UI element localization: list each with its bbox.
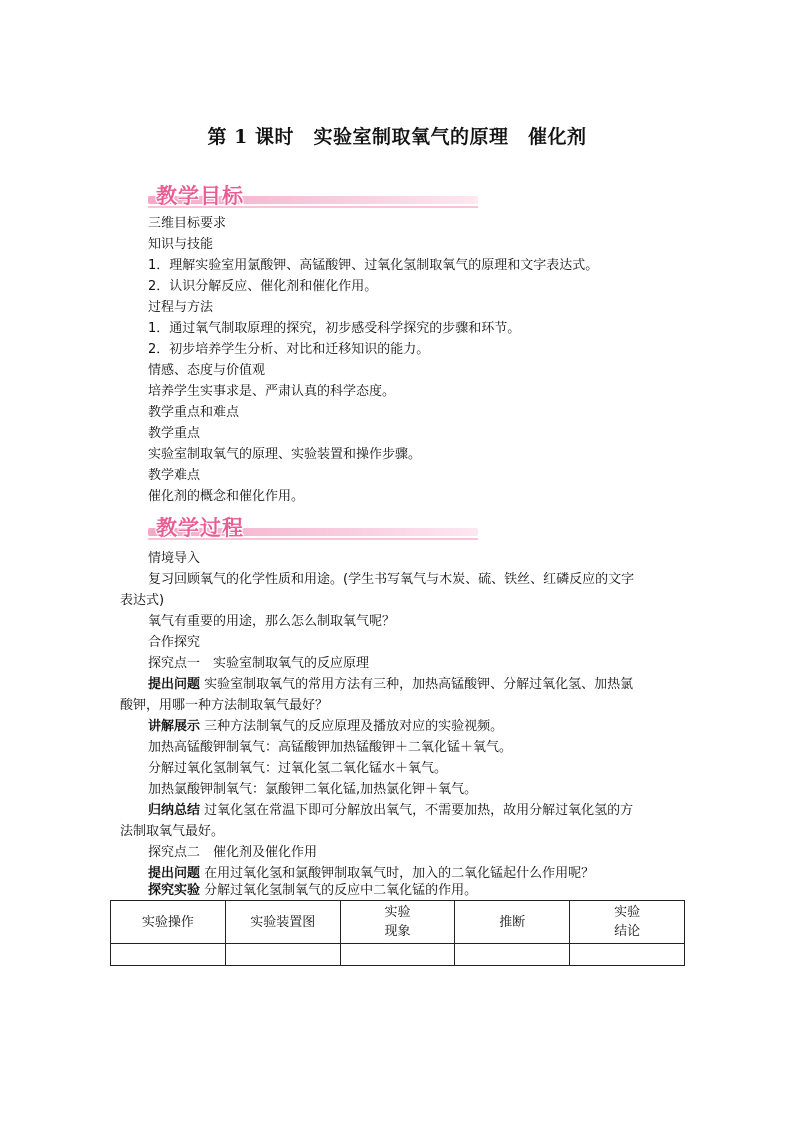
header-line: 推断 <box>499 914 526 930</box>
question-text: 氧气有重要的用途，那么怎么制取氧气呢？ <box>148 614 396 629</box>
point1-heading: 探究点一 实验室制取氧气的反应原理 <box>148 656 370 671</box>
banner-label: 教学目标 <box>156 184 244 208</box>
explain-label: 讲解展示 <box>148 719 201 734</box>
header-line: 现象 <box>384 924 411 939</box>
experiment-label: 探究实验 <box>148 883 201 898</box>
summary-text: 过氧化氢在常温下即可分解放出氧气，不需要加热，故用分解过氧化氢的方 <box>204 803 634 818</box>
objectives-line: 教学重点和难点 <box>148 405 240 420</box>
objectives-line: 催化剂的概念和催化作用。 <box>148 489 305 504</box>
summary-label: 归纳总结 <box>148 803 201 818</box>
table-row <box>111 944 685 966</box>
intro-heading: 情境导入 <box>148 551 201 566</box>
reaction-kmno4: 加热高锰酸钾制氧气：高锰酸钾加热锰酸钾＋二氧化锰＋氧气。 <box>148 740 513 755</box>
header-line: 结论 <box>614 924 641 939</box>
pose-label: 提出问题 <box>148 866 201 881</box>
table-cell <box>570 944 685 966</box>
summary <box>148 801 633 821</box>
experiment-text: 分解过氧化氢制氧气的反应中二氧化锰的作用。 <box>204 883 478 898</box>
table-header-cell <box>340 901 455 944</box>
table-header-cell <box>111 901 226 944</box>
review-text: 复习回顾氧气的化学性质和用途。(学生书写氧气与木炭、硫、铁丝、红磷反应的文字 <box>148 572 635 587</box>
table-cell <box>225 944 340 966</box>
reaction-kclo3: 加热氯酸钾制氧气：氯酸钾二氧化锰,加热氯化钾＋氧气。 <box>148 782 478 797</box>
objectives-line: 1．理解实验室用氯酸钾、高锰酸钾、过氧化氢制取氧气的原理和文字表达式。 <box>148 258 599 273</box>
explain-text: 三种方法制氧气的反应原理及播放对应的实验视频。 <box>204 719 504 734</box>
pose-question-1-cont: 酸钾，用哪一种方法制取氧气最好？ <box>120 698 329 713</box>
objectives-line: 教学重点 <box>148 426 201 441</box>
coop-heading: 合作探究 <box>148 635 201 650</box>
explore-experiment <box>148 881 477 901</box>
table-cell <box>111 944 226 966</box>
section-banner-process <box>148 512 478 544</box>
explain-show <box>148 717 503 737</box>
objectives-line: 实验室制取氧气的原理、实验装置和操作步骤。 <box>148 447 422 462</box>
header-line: 实验装置图 <box>250 914 316 930</box>
table-header-row <box>111 901 685 944</box>
review-text-cont: 表达式) <box>120 593 165 608</box>
objectives-line: 培养学生实事求是、严肃认真的科学态度。 <box>148 384 396 399</box>
experiment-table <box>110 900 685 966</box>
table-header-cell <box>570 901 685 944</box>
objectives-line: 2．认识分解反应、催化剂和催化作用。 <box>148 279 378 294</box>
pose-question-1 <box>148 675 633 695</box>
header-line: 实验操作 <box>141 914 194 930</box>
table-header-cell <box>455 901 570 944</box>
objectives-line: 2．初步培养学生分析、对比和迁移知识的能力。 <box>148 342 430 357</box>
pose-text: 实验室制取氧气的常用方法有三种，加热高锰酸钾、分解过氧化氢、加热氯 <box>204 677 634 692</box>
pose-label: 提出问题 <box>148 677 201 692</box>
summary-cont: 法制取氧气最好。 <box>120 824 225 839</box>
lesson-title: 第 1 课时 实验室制取氧气的原理 催化剂 <box>207 126 587 148</box>
objectives-line: 过程与方法 <box>148 300 214 315</box>
section-banner-objectives <box>148 180 478 212</box>
header-line: 实验 <box>614 905 641 920</box>
objectives-line: 教学难点 <box>148 468 201 483</box>
objectives-line: 1．通过氧气制取原理的探究，初步感受科学探究的步骤和环节。 <box>148 321 521 336</box>
banner-label: 教学过程 <box>156 516 244 540</box>
header-line: 实验 <box>384 905 411 920</box>
table-cell <box>455 944 570 966</box>
point2-heading: 探究点二 催化剂及催化作用 <box>148 845 318 860</box>
table-cell <box>340 944 455 966</box>
reaction-h2o2: 分解过氧化氢制氧气：过氧化氢二氧化锰水＋氧气。 <box>148 761 448 776</box>
pose-text: 在用过氧化氢和氯酸钾制取氧气时，加入的二氧化锰起什么作用呢？ <box>204 866 595 881</box>
objectives-line: 三维目标要求 <box>148 216 227 231</box>
objectives-line: 情感、态度与价值观 <box>148 363 266 378</box>
table-header-cell <box>225 901 340 944</box>
objectives-line: 知识与技能 <box>148 237 214 252</box>
